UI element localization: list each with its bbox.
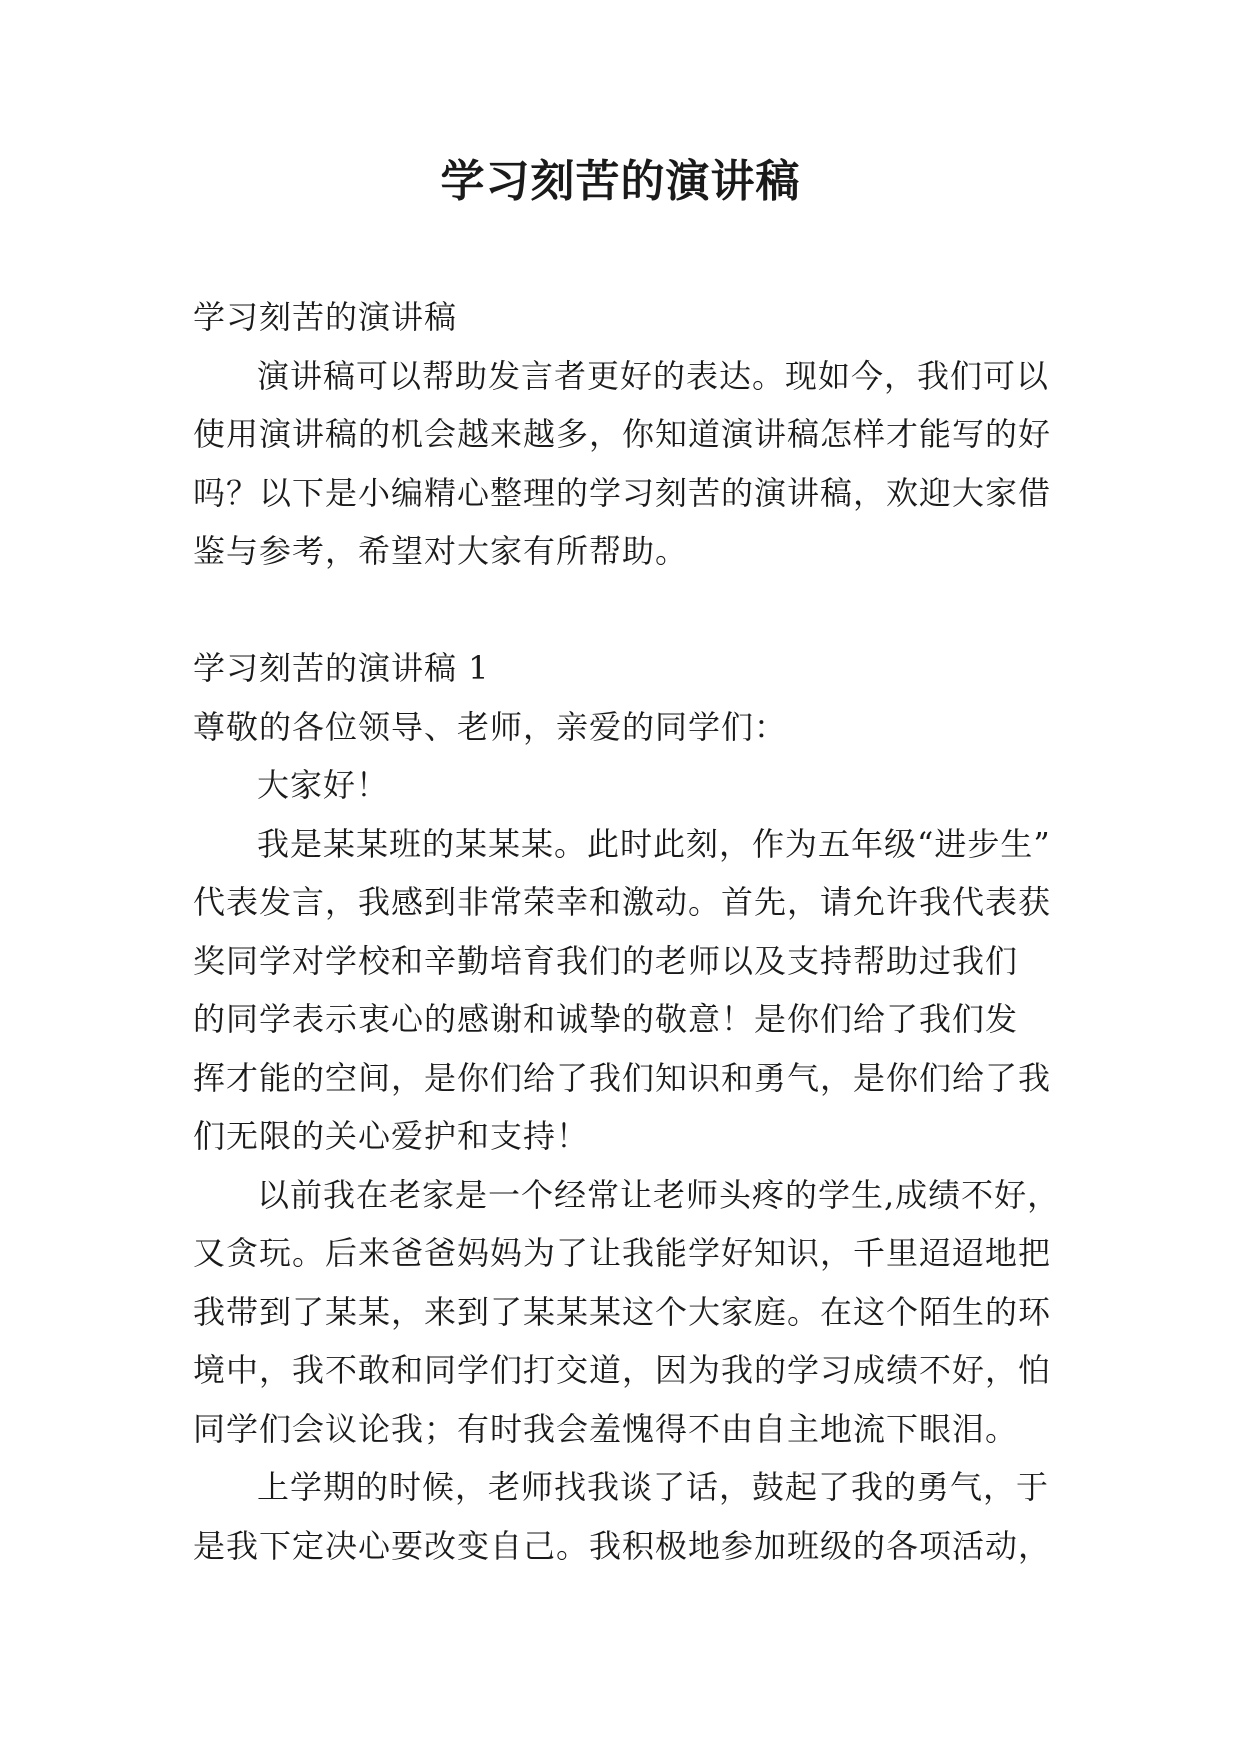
intro-line: 使用演讲稿的机会越来越多，你知道演讲稿怎样才能写的好 [193,415,1052,453]
paragraph-line: 挥才能的空间，是你们给了我们知识和勇气，是你们给了我 [193,1058,1052,1097]
paragraph-line: 同学们会议论我；有时我会羞愧得不由自主地流下眼泪。 [193,1409,1019,1448]
subtitle: 学习刻苦的演讲稿 [193,298,458,336]
body-paragraph-3 [193,1458,1052,1575]
document-body [193,288,1061,1575]
paragraph-line: 代表发言，我感到非常荣幸和激动。首先，请允许我代表获 [193,883,1052,921]
paragraph-line: 是我下定决心要改变自己。我积极地参加班级的各项活动， [193,1526,1052,1565]
document-title: 学习刻苦的演讲稿 [440,156,801,207]
intro-line: 鉴与参考，希望对大家有所帮助。 [193,532,689,570]
salutation: 尊敬的各位领导、老师，亲爱的同学们： [193,707,788,746]
paragraph-line: 我是某某班的某某某。此时此刻，作为五年级“进步生” [257,824,1051,863]
greeting: 大家好！ [257,766,390,804]
body-paragraph-2 [193,1166,1061,1459]
intro-line: 吗？以下是小编精心整理的学习刻苦的演讲稿，欢迎大家借 [193,473,1052,512]
paragraph-line: 又贪玩。后来爸爸妈妈为了让我能学好知识，千里迢迢地把 [193,1234,1052,1272]
paragraph-line: 以前我在老家是一个经常让老师头疼的学生,成绩不好， [257,1175,1061,1214]
paragraph-spacer [193,581,1049,640]
intro-line: 演讲稿可以帮助发言者更好的表达。现如今，我们可以 [257,356,1050,395]
body-paragraph-1 [193,815,1052,1166]
paragraph-line: 我带到了某某，来到了某某某这个大家庭。在这个陌生的环 [193,1292,1052,1331]
section-heading: 学习刻苦的演讲稿 1 [193,649,490,687]
paragraph-line: 们无限的关心爱护和支持！ [193,1117,590,1155]
intro-paragraph [193,347,1052,581]
paragraph-line: 奖同学对学校和辛勤培育我们的老师以及支持帮助过我们 [193,941,1019,980]
paragraph-line: 上学期的时候，老师找我谈了话，鼓起了我的勇气，于 [257,1468,1050,1506]
paragraph-line: 境中，我不敢和同学们打交道，因为我的学习成绩不好，怕 [193,1351,1052,1389]
paragraph-line: 的同学表示衷心的感谢和诚挚的敬意！是你们给了我们发 [193,1000,1019,1038]
